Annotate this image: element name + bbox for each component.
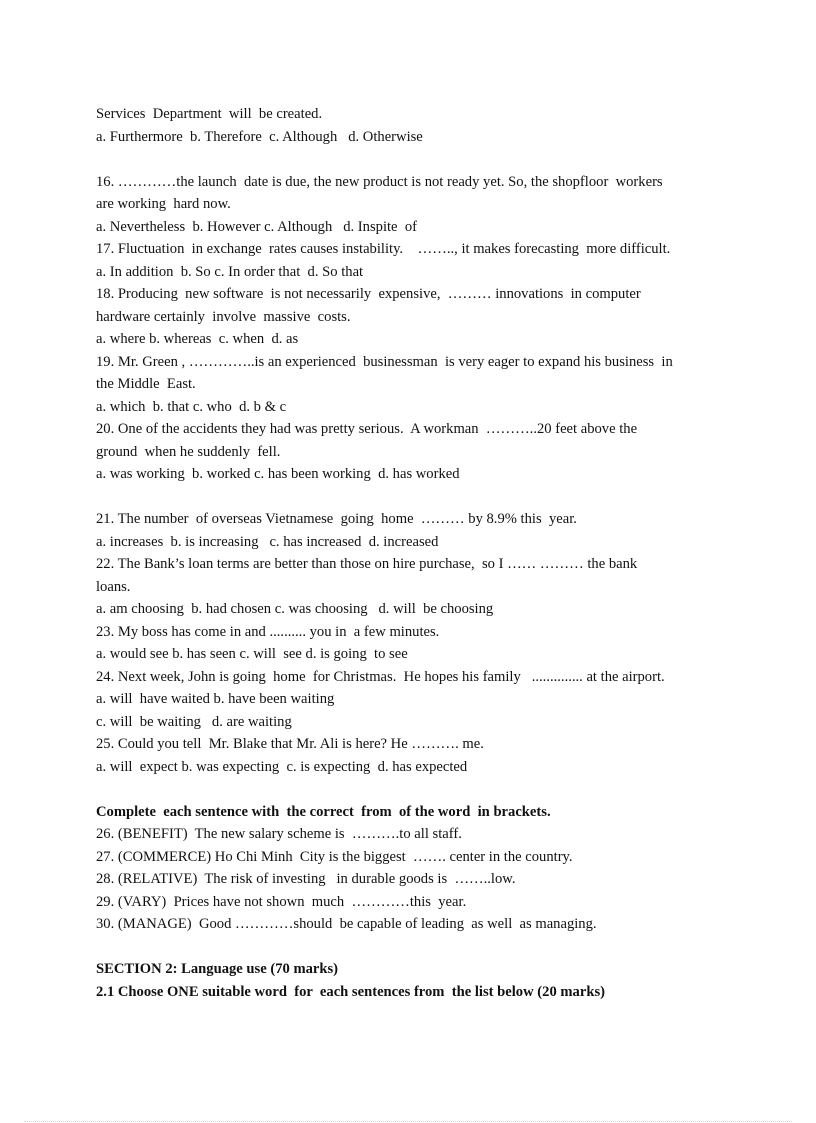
question-20 [96, 418, 726, 486]
question-text: 18. Producing new software is not necessarily expensive, ……… innovations in computer [96, 286, 641, 302]
question-text-cont: the Middle East. [96, 376, 196, 392]
question-text: 20. One of the accidents they had was pretty serious. A workman ………..20 feet above the [96, 421, 638, 437]
question-options: a. where b. whereas c. when d. as [96, 331, 299, 347]
page-bottom-divider [24, 1121, 792, 1122]
section-title: SECTION 2: Language use (70 marks) [96, 961, 339, 977]
question-18 [96, 283, 726, 351]
continuation-options: a. Furthermore b. Therefore c. Although d. Otherwise [96, 128, 423, 145]
question-text: 24. Next week, John is going home for Christmas. He hopes his family .............. at the airport. [96, 668, 665, 685]
question-21 [96, 508, 726, 553]
question-23 [96, 621, 726, 666]
question-22 [96, 553, 726, 621]
question-options: a. was working b. worked c. has been working d. has worked [96, 466, 460, 482]
question-text-cont: hardware certainly involve massive costs. [96, 308, 351, 325]
question-text: 22. The Bank’s loan terms are better than those on hire purchase, so I …… ……… the bank [96, 556, 638, 572]
word-form-item: 26. (BENEFIT) The new salary scheme is ……….to all staff. [96, 826, 462, 842]
question-text: 25. Could you tell Mr. Blake that Mr. Ali is here? He ………. me. [96, 736, 484, 752]
question-text: 17. Fluctuation in exchange rates causes instability. …….., it makes forecasting more difficult. [96, 241, 671, 257]
question-text: 16. …………the launch date is due, the new product is not ready yet. So, the shopfloor workers [96, 173, 663, 190]
question-options: a. will have waited b. have been waiting [96, 691, 335, 707]
question-options: a. increases b. is increasing c. has increased d. increased [96, 533, 439, 550]
word-form-item: 30. (MANAGE) Good …………should be capable of leading as well as managing. [96, 916, 597, 932]
question-text-cont: are working hard now. [96, 196, 231, 212]
section-instruction: Complete each sentence with the correct from of the word in brackets. [96, 803, 551, 820]
question-options: a. Nevertheless b. However c. Although d. Inspite of [96, 218, 417, 235]
question-options: a. am choosing b. had chosen c. was choosing d. will be choosing [96, 601, 494, 617]
word-form-section [96, 801, 726, 936]
question-options: a. will expect b. was expecting c. is expecting d. has expected [96, 758, 468, 775]
word-form-item: 29. (VARY) Prices have not shown much …………this year. [96, 893, 467, 910]
question-options: a. In addition b. So c. In order that d. So that [96, 263, 364, 280]
question-options-cont: c. will be waiting d. are waiting [96, 713, 292, 730]
question-16 [96, 171, 726, 239]
document-page [96, 103, 726, 1003]
question-text: 19. Mr. Green , …………..is an experienced businessman is very eager to expand his business in [96, 353, 673, 370]
section-subtitle: 2.1 Choose ONE suitable word for each sentences from the list below (20 marks) [96, 983, 605, 1000]
question-25 [96, 733, 726, 778]
question-text-cont: loans. [96, 578, 131, 595]
question-24 [96, 666, 726, 734]
question-17 [96, 238, 726, 283]
question-options: a. would see b. has seen c. will see d. is going to see [96, 646, 408, 662]
word-form-item: 27. (COMMERCE) Ho Chi Minh City is the biggest ……. center in the country. [96, 848, 573, 865]
continuation-line: Services Department will be created. [96, 106, 323, 122]
question-19 [96, 351, 726, 419]
question-text-cont: ground when he suddenly fell. [96, 443, 281, 460]
question-text: 21. The number of overseas Vietnamese going home ……… by 8.9% this year. [96, 511, 577, 527]
word-form-item: 28. (RELATIVE) The risk of investing in durable goods is ……..low. [96, 871, 516, 887]
question-text: 23. My boss has come in and .......... you in a few minutes. [96, 623, 440, 640]
question-options: a. which b. that c. who d. b & c [96, 398, 287, 415]
